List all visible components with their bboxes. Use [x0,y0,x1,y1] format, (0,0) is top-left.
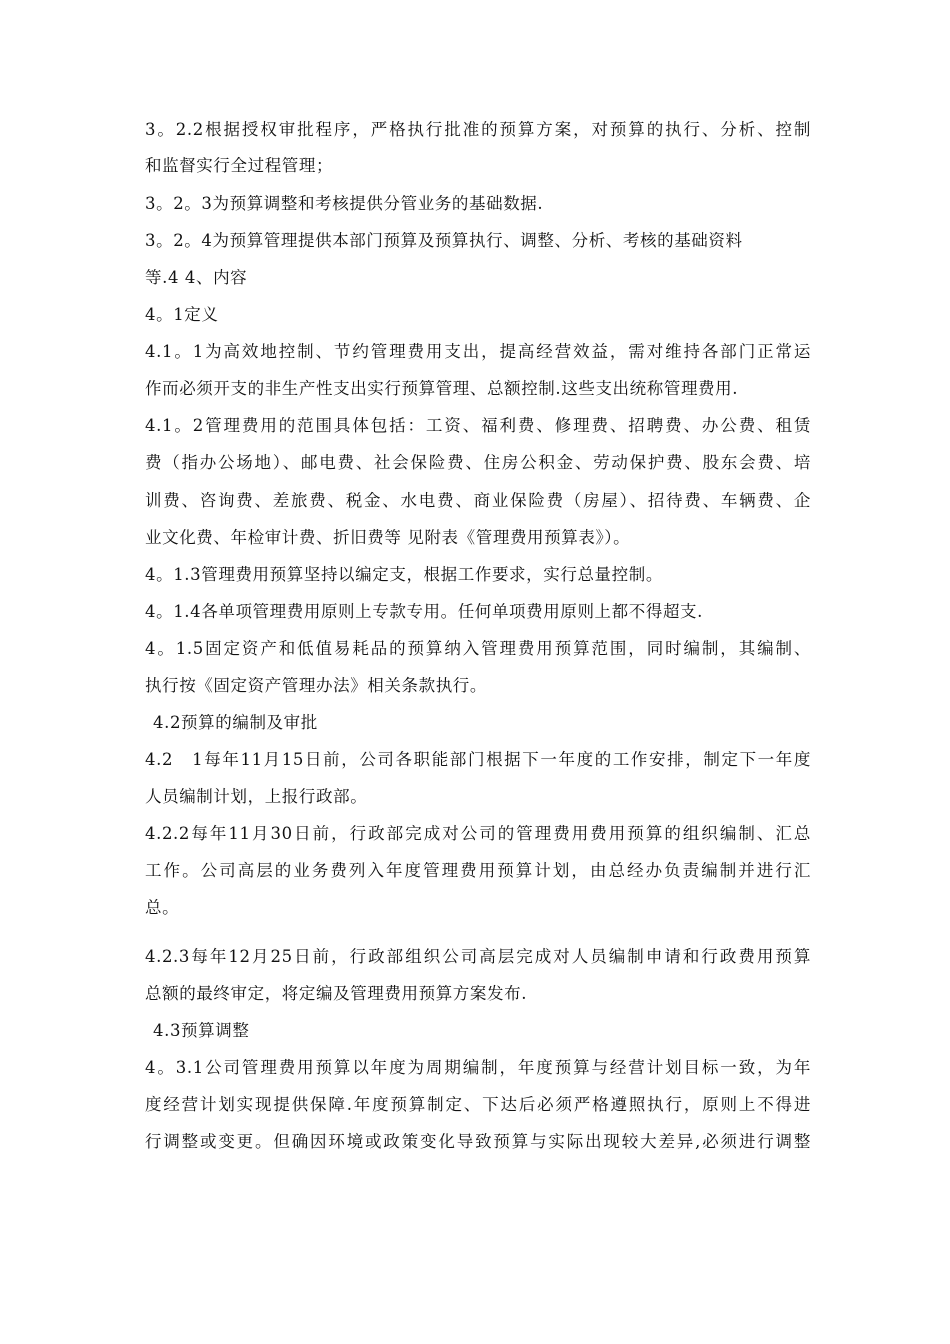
text-line-7: 4.1。1为高效地控制、节约管理费用支出，提高经营效益，需对维持各部门正常运 [145,342,811,361]
text-line-18: 4.2 1每年11月15日前，公司各职能部门根据下一年度的工作安排，制定下一年度 [145,750,811,769]
text-line-15: 4。1.5固定资产和低值易耗品的预算纳入管理费用预算范围，同时编制，其编制、 [145,639,811,658]
text-line-9: 4.1。2管理费用的范围具体包括：工资、福利费、修理费、招聘费、办公费、租赁 [145,416,811,435]
text-line-6: 4。1定义 [145,305,219,324]
text-line-20: 4.2.2每年11月30日前，行政部完成对公司的管理费用费用预算的组织编制、汇总 [145,824,811,843]
text-line-5: 等.4 4、内容 [145,268,248,287]
text-line-1: 3。2.2根据授权审批程序，严格执行批准的预算方案，对预算的执行、分析、控制 [145,120,811,139]
section-heading-4-3: 4.3预算调整 [153,1021,250,1040]
text-line-3: 3。2。3为预算调整和考核提供分管业务的基础数据. [145,194,544,213]
text-line-16: 执行按《固定资产管理办法》相关条款执行。 [145,676,487,695]
text-line-23: 4.2.3每年12月25日前，行政部组织公司高层完成对人员编制申请和行政费用预算 [145,947,811,966]
text-line-21: 工作。公司高层的业务费列入年度管理费用预算计划，由总经办负责编制并进行汇 [145,861,811,880]
text-line-12: 业文化费、年检审计费、折旧费等 见附表《管理费用预算表》）。 [145,528,631,547]
section-heading-4-2: 4.2预算的编制及审批 [153,713,318,732]
text-line-10: 费（指办公场地）、邮电费、社会保险费、住房公积金、劳动保护费、股东会费、培 [145,453,811,472]
text-line-11: 训费、咨询费、差旅费、税金、水电费、商业保险费（房屋）、招待费、车辆费、企 [145,491,811,510]
text-line-24: 总额的最终审定，将定编及管理费用预算方案发布. [145,984,528,1003]
text-line-28: 行调整或变更。但确因环境或政策变化导致预算与实际出现较大差异,必须进行调整 [145,1132,811,1151]
text-line-4: 3。2。4为预算管理提供本部门预算及预算执行、调整、分析、考核的基础资料 [145,231,743,250]
text-line-8: 作而必须开支的非生产性支出实行预算管理、总额控制.这些支出统称管理费用. [145,379,739,398]
text-line-19: 人员编制计划，上报行政部。 [145,787,368,806]
text-line-27: 度经营计划实现提供保障.年度预算制定、下达后必须严格遵照执行，原则上不得进 [145,1095,811,1114]
text-line-2: 和监督实行全过程管理； [145,156,334,175]
text-line-26: 4。3.1公司管理费用预算以年度为周期编制，年度预算与经营计划目标一致，为年 [145,1058,811,1077]
text-line-22: 总。 [145,898,180,917]
text-line-13: 4。1.3管理费用预算坚持以编定支，根据工作要求，实行总量控制。 [145,565,663,584]
text-line-14: 4。1.4各单项管理费用原则上专款专用。任何单项费用原则上都不得超支. [145,602,703,621]
